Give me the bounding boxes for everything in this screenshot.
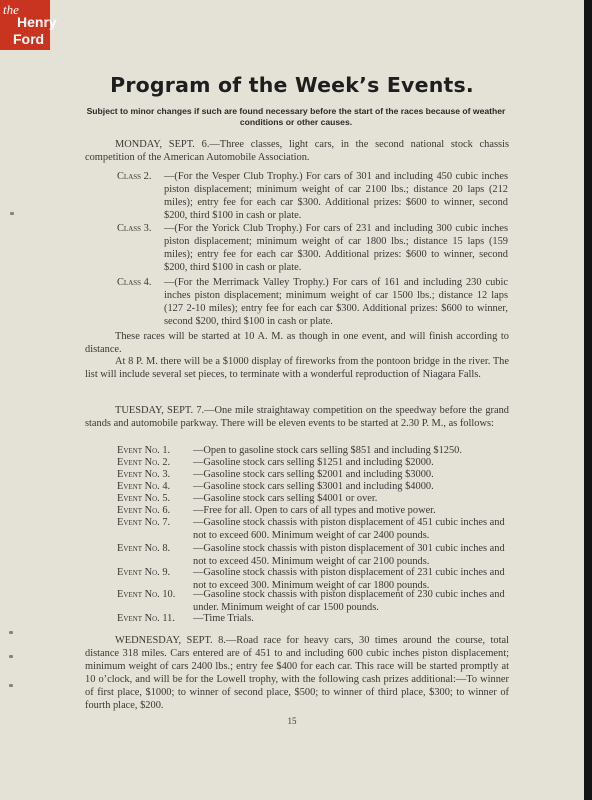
event-description: —Gasoline stock cars selling $3001 and including $4000. [193, 481, 434, 492]
page-edge [584, 0, 592, 800]
event-description: —Gasoline stock cars selling $1251 and including $2000. [193, 457, 434, 468]
event-description: —Gasoline stock cars selling $4001 or over. [193, 493, 378, 504]
event-description: —Gasoline stock cars selling $2001 and including $3000. [193, 469, 434, 480]
class-label: Class 3. [117, 223, 152, 234]
fireworks-note: At 8 P. M. there will be a $1000 display of fireworks from the pontoon bridge in the river. The list will include several set pieces, to terminate with a wonderful reproduction of Niagara Falls. [85, 356, 509, 380]
event-label: Event No. 2. [117, 457, 171, 468]
event-label: Event No. 7. [117, 517, 171, 528]
event-description: —Gasoline stock chassis with piston displacement of 230 cubic inches and under. Minimum weight of car 1500 pounds. [193, 589, 505, 613]
class-label: Class 4. [117, 277, 152, 288]
henry-ford-logo[interactable] [0, 0, 57, 50]
class-text: —(For the Merrimack Valley Trophy.) For cars of 161 and including 230 cubic inches piston displacement; minimum weight of car 1500 lbs.; distance 12 laps (127 2-10 miles); entry fee for each car $300. Additional prizes: $600 to winner, second $200, third $100 in cash or plate. [164, 277, 508, 327]
margin-mark [9, 684, 13, 687]
monday-intro: MONDAY, SEPT. 6.—Three classes, light cars, in the second national stock chassis competition of the American Automobile Association. [85, 139, 509, 163]
event-description: —Gasoline stock chassis with piston displacement of 301 cubic inches and not to exceed 450. Minimum weight of car 2100 pounds. [193, 543, 505, 567]
logo-the: the [3, 2, 19, 17]
event-description: —Open to gasoline stock cars selling $851 and including $1250. [193, 445, 462, 456]
tuesday-intro: TUESDAY, SEPT. 7.—One mile straightaway competition on the speedway before the grand stands and automobile parkway. There will be eleven events to be started at 2.30 P. M., as follows: [85, 405, 509, 429]
event-label: Event No. 10. [117, 589, 176, 600]
event-description: —Gasoline stock chassis with piston displacement of 451 cubic inches and not to exceed 600. Minimum weight of car 2400 pounds. [193, 517, 505, 541]
class-label: Class 2. [117, 171, 152, 182]
event-label: Event No. 3. [117, 469, 171, 480]
event-description: —Free for all. Open to cars of all types and motive power. [193, 505, 436, 516]
margin-mark [10, 212, 14, 215]
page-subtitle: Subject to minor changes if such are found necessary before the start of the races because of weather conditions or other causes. [86, 106, 506, 127]
event-label: Event No. 4. [117, 481, 171, 492]
margin-mark [9, 655, 13, 658]
logo-henry: Henry [17, 14, 57, 30]
margin-mark [9, 631, 13, 634]
wednesday-intro: WEDNESDAY, SEPT. 8.—Road race for heavy cars, 30 times around the course, total distance 318 miles. Cars entered are of 451 to and including 600 cubic inches piston displacement; minimum weight of cars 2400 lbs.; entry fee $400 for each car. This race will be started promptly at 10 o’clock, and will be for the Lowell trophy, with the following cash prizes additional:—To winner of first place, $1000; to winner of second place, $500; to winner of third place, $300; to winner of fourth place, $200. [85, 635, 509, 711]
class-text: —(For the Yorick Club Trophy.) For cars of 231 and including 300 cubic inches piston displacement; minimum weight of car 1800 lbs.; distance 15 laps (159 miles); entry fee for each car $300. Additional prizes: $600 to winner, second $200, third $100 in cash or plate. [164, 223, 508, 273]
event-label: Event No. 11. [117, 613, 175, 624]
start-note: These races will be started at 10 A. M. as though in one event, and will finish according to distance. [85, 331, 509, 355]
event-description: —Gasoline stock chassis with piston displacement of 231 cubic inches and not to exceed 300. Minimum weight of car 1800 pounds. [193, 567, 505, 591]
event-label: Event No. 6. [117, 505, 171, 516]
event-label: Event No. 5. [117, 493, 171, 504]
class-text: —(For the Vesper Club Trophy.) For cars of 301 and including 450 cubic inches piston displacement; minimum weight of car 2100 lbs.; distance 20 laps (212 miles); entry fee for each car $300. Additional prizes: $600 to winner, second $200, third $100 in cash or plate. [164, 171, 508, 221]
logo-ford: Ford [13, 31, 45, 47]
event-label: Event No. 1. [117, 445, 171, 456]
page-number: 15 [287, 716, 297, 726]
event-description: —Time Trials. [193, 613, 254, 624]
event-label: Event No. 9. [117, 567, 171, 578]
page-title: Program of the Week’s Events. [110, 73, 474, 97]
event-label: Event No. 8. [117, 543, 171, 554]
